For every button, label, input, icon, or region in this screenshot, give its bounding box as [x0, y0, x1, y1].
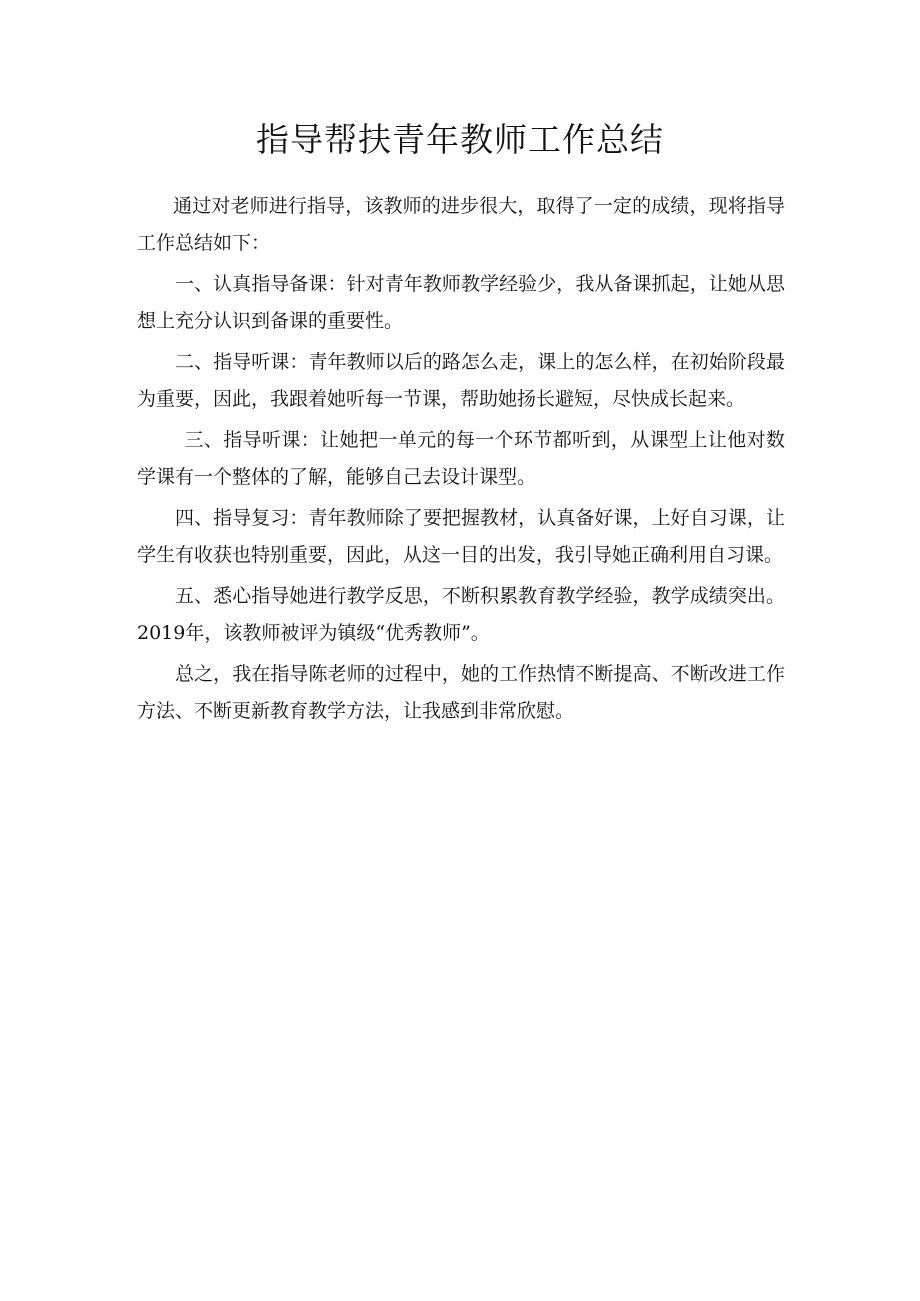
- document-body: [137, 188, 785, 734]
- paragraph-reflection: 五、悉心指导她进行教学反思，不断积累教育教学经验，教学成绩突出。2019年，该教师被评为镇级“优秀教师”。: [137, 585, 785, 644]
- paragraph-class-observation: 二、指导听课：青年教师以后的路怎么走，课上的怎么样，在初始阶段最为重要，因此，我跟着她听每一节课，帮助她扬长避短，尽快成长起来。: [137, 351, 785, 410]
- paragraph-intro: 通过对老师进行指导，该教师的进步很大，取得了一定的成绩，现将指导工作总结如下：: [137, 195, 785, 254]
- paragraph-unit-observation: 三、指导听课：让她把一单元的每一个环节都听到，从课型上让他对数学课有一个整体的了解，能够自己去设计课型。: [137, 429, 785, 488]
- paragraph-conclusion: 总之，我在指导陈老师的过程中，她的工作热情不断提高、不断改进工作方法、不断更新教育教学方法，让我感到非常欣慰。: [137, 663, 785, 722]
- paragraph-lesson-prep: 一、认真指导备课：针对青年教师教学经验少，我从备课抓起，让她从思想上充分认识到备课的重要性。: [137, 273, 785, 332]
- paragraph-review-guidance: 四、指导复习：青年教师除了要把握教材，认真备好课，上好自习课，让学生有收获也特别重要，因此，从这一目的出发，我引导她正确利用自习课。: [137, 507, 785, 566]
- document-title: 指导帮扶青年教师工作总结: [256, 120, 664, 159]
